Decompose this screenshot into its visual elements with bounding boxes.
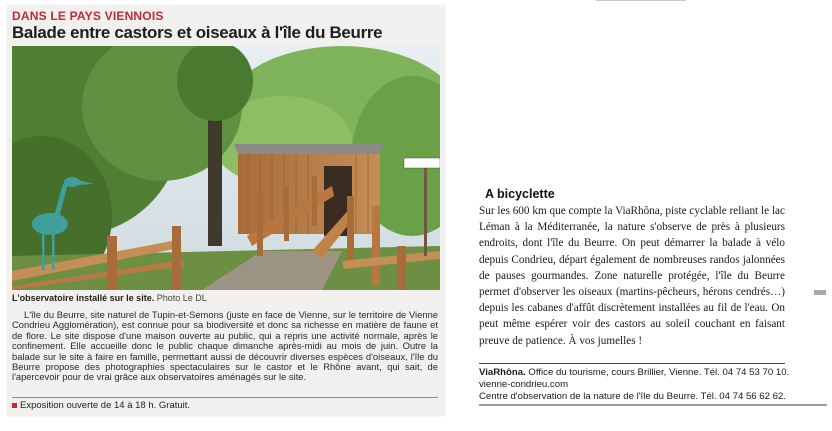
- info-tourism: Office du tourisme, cours Brillier, Vienne. Tél. 04 74 53 70 10.: [525, 367, 790, 378]
- bottom-divider: [479, 404, 827, 406]
- photo-caption: [12, 293, 207, 303]
- article-headline: Balade entre castors et oiseaux à l'île du Beurre: [12, 23, 383, 42]
- edge-marker: [814, 290, 826, 295]
- photo-credit: Photo Le DL: [156, 293, 207, 303]
- info-centre: Centre d'observation de la nature de l'île du Beurre. Tél. 04 74 56 62 62.: [479, 391, 786, 403]
- bullet-square-icon: [12, 403, 17, 408]
- info-name: ViaRhôna.: [479, 367, 526, 378]
- section-kicker: DANS LE PAYS VIENNOIS: [12, 9, 164, 23]
- observatory-photo: [12, 46, 440, 290]
- sidebar-title: A bicyclette: [485, 187, 555, 201]
- info-line-1: [479, 367, 799, 379]
- sidebar-divider: [479, 363, 785, 364]
- caption-text: L'observatoire installé sur le site.: [12, 293, 155, 303]
- sidebar-body: Sur les 600 km que compte la ViaRhôna, piste cyclable reliant le lac Léman à la Méditerranée, la nature s'observe de près à plusieurs endroits, dont l'île du Beurre. On peut démarrer la balade à vélo depuis Condrieu, départ également de nombreuses randos jalonnées de pauses gourmandes. Zone naturelle protégée, l'île du Beurre permet d'observer les oiseaux (martins-pêcheurs, hérons cendrés…) depuis les cabanes d'affût discrètement installées au fil de l'eau. On peut même espérer voir des castors au soleil couchant en faisant preuve de patience. À vos jumelles !: [479, 205, 785, 347]
- article-body: L'île du Beurre, site naturel de Tupin-et-Semons (juste en face de Vienne, sur le territoire de Vienne Condrieu Agglomération), est connue pour sa biodiversité et donc sa richesse en matière de faune et de flore. Le site dispose d'une maison ouverte au public, qui a repris une activité normale, après le confinement. Elle accueille donc le public chaque dimanche après-midi au mois de juin. Outre la balade sur le site à faire en famille, permettant aussi de découvrir diverses espèces d'oiseaux, l'île du Beurre propose des photographies spectaculaires sur le castor et le Rhône avant, qui sait, de l'apercevoir pour de vrai grâce aux observatoires aménagés sur le site.: [12, 309, 438, 383]
- top-divider: [596, 0, 686, 1]
- sidebar-info: [479, 367, 799, 404]
- newspaper-clipping: [7, 5, 445, 416]
- info-website: vienne-condrieu.com: [479, 379, 569, 391]
- exposition-info: [12, 397, 438, 411]
- exposition-text: Exposition ouverte de 14 à 18 h. Gratuit.: [20, 400, 191, 411]
- observatory-photo-illustration: [12, 46, 440, 290]
